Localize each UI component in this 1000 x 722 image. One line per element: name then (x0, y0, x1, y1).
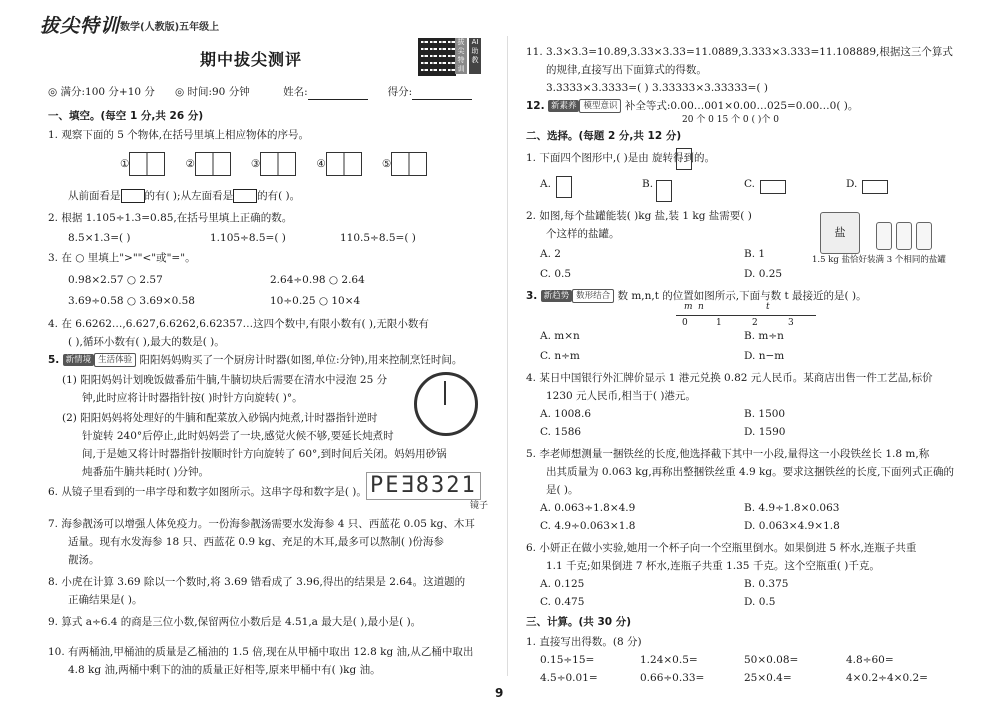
c5-opt-b[interactable]: B. 4.9÷1.8×0.063 (744, 502, 840, 514)
left-view-suffix: 的有( )。 (257, 190, 301, 202)
question-1-answer-line (68, 188, 300, 204)
q5-part-1-line-1: (1) 阳阳妈妈计划晚饭做番茄牛腩,牛腩切块后需要在清水中浸泡 25 分 (62, 374, 388, 386)
choice-6-line-1: 6. 小妍正在做小实验,她用一个杯子向一个空瓶里倒水。如果倒进 5 杯水,连瓶子共重 (526, 542, 917, 554)
question-4-line-2: ( ),循环小数有( ),最大的数是( )。 (68, 336, 225, 348)
c5-opt-d[interactable]: D. 0.063×4.9×1.8 (744, 520, 840, 532)
q3-item-2: 2.64÷0.98 ○ 2.64 (270, 274, 365, 286)
left-view-label: 的有( );从左面看是 (144, 190, 234, 202)
calc-row-1-item-3: 50×0.08= (744, 654, 799, 666)
q5-part-2-line-2: 针旋转 240°后停止,此时妈妈尝了一块,感觉火候不够,要延长炖煮时 (82, 430, 394, 442)
object-label-5: ⑤ (381, 158, 392, 170)
brand-logo: 拔尖特训 (40, 15, 121, 37)
choice-3 (526, 288, 867, 304)
c1-opt-b-shape-icon (656, 180, 672, 202)
tick-2: 2 (752, 318, 758, 328)
c2-opt-c[interactable]: C. 0.5 (540, 268, 572, 280)
choice-2-line-2: 个这样的盐罐。 (546, 228, 620, 240)
c1-opt-c-shape-icon (760, 180, 786, 194)
q5-number: 5. (48, 354, 60, 366)
question-11-line-3: 3.3333×3.3333=( ) 3.33333×3.33333=( ) (546, 82, 768, 94)
question-7-line-1: 7. 海参靓汤可以增强人体免疫力。一份海参靓汤需要水发海参 4 只、西蓝花 0.05 kg、木耳 (48, 518, 475, 530)
score-label: 得分: (387, 86, 413, 98)
salt-caption: 1.5 kg 盐恰好装满 3 个相同的盐罐 (812, 255, 946, 265)
q12-tag-new: 新素养 (548, 100, 580, 112)
object-2-icon (195, 152, 231, 176)
question-2: 2. 根据 1.105÷1.3=0.85,在括号里填上正确的数。 (48, 212, 293, 224)
salt-jar-icon (896, 222, 912, 250)
c4-opt-a[interactable]: A. 1008.6 (540, 408, 591, 420)
q3-item-4: 10÷0.25 ○ 10×4 (270, 295, 361, 307)
c3-opt-a[interactable]: A. m×n (540, 330, 580, 342)
c3-text: 数 m,n,t 的位置如图所示,下面与数 t 最接近的是( )。 (617, 290, 867, 302)
exam-time: ◎ 时间:90 分钟 (174, 86, 250, 98)
object-label-3: ③ (250, 158, 261, 170)
choice-1: 1. 下面四个图形中,( )是由 旋转得到的。 (526, 152, 716, 164)
calc-row-2-item-4: 4×0.2÷4×0.2= (846, 672, 928, 684)
name-field[interactable] (308, 87, 368, 100)
c3-opt-b[interactable]: B. m÷n (744, 330, 784, 342)
var-n: n (698, 302, 704, 312)
c2-opt-b[interactable]: B. 1 (744, 248, 766, 260)
question-7-line-2: 适量。现有水发海参 18 只、西蓝花 0.9 kg、充足的木耳,最多可以熬制( )份海参 (68, 536, 444, 548)
c3-opt-c[interactable]: C. n÷m (540, 350, 580, 362)
choice-4-line-2: 1230 元人民币,相当于( )港元。 (546, 390, 696, 402)
mirror-text: PEƎ8321 (366, 472, 481, 500)
c1-opt-c[interactable]: C. (744, 178, 755, 190)
c1-opt-d[interactable]: D. (846, 178, 858, 190)
salt-jar-icon (916, 222, 932, 250)
q3-item-1: 0.98×2.57 ○ 2.57 (68, 274, 163, 286)
section-3-title: 三、计算。(共 30 分) (526, 616, 632, 628)
calc-row-2-item-2: 0.66÷0.33= (640, 672, 705, 684)
qr-tag: 拔尖特训 (455, 38, 467, 74)
c1-opt-d-shape-icon (862, 180, 888, 194)
tick-0: 0 (682, 318, 688, 328)
c1-opt-a[interactable]: A. (540, 178, 551, 190)
subject-label: 数学(人教版)五年级上 (120, 22, 220, 33)
c4-opt-d[interactable]: D. 1590 (744, 426, 786, 438)
mirror-label: 镜子 (470, 501, 489, 511)
q2-item-2: 1.105÷8.5=( ) (210, 232, 286, 244)
q5-part-2-line-3: 间,于是她又将计时器指针按顺时针方向旋转了 60°,到时间后关闭。妈妈用砂锅 (82, 448, 447, 460)
question-10-line-1: 10. 有两桶油,甲桶油的质量是乙桶油的 1.5 倍,现在从甲桶中取出 12.8 kg 油,从乙桶中取出 (48, 646, 474, 658)
choice-5-line-1: 5. 李老师想测量一捆铁丝的长度,他选择截下其中一小段,量得这一小段铁丝长 1.8 m,称 (526, 448, 930, 460)
tick-1: 1 (716, 318, 722, 328)
q5-part-2-line-1: (2) 阳阳妈妈将处理好的牛腩和配菜放入砂锅内炖煮,计时器指针逆时 (62, 412, 378, 424)
number-line (676, 303, 816, 327)
question-1: 1. 观察下面的 5 个物体,在括号里填上相应物体的序号。 (48, 129, 310, 141)
section-2-title: 二、选择。(每题 2 分,共 12 分) (526, 130, 682, 142)
q5-tag-new: 新情境 (63, 354, 95, 366)
object-label-2: ② (185, 158, 195, 170)
c3-tag-new: 新趋势 (541, 290, 573, 302)
c3-tag-numshape: 数形结合 (572, 289, 614, 303)
question-5-head (48, 352, 462, 368)
question-8-line-1: 8. 小虎在计算 3.69 除以一个数时,将 3.69 错看成了 3.96,得出的结果是 2.64。这道题的 (48, 576, 466, 588)
question-8-line-2: 正确结果是( )。 (68, 594, 143, 606)
c1-opt-a-shape-icon (556, 176, 572, 198)
c1-opt-b[interactable]: B. (642, 178, 654, 190)
c4-opt-b[interactable]: B. 1500 (744, 408, 786, 420)
c4-opt-c[interactable]: C. 1586 (540, 426, 582, 438)
object-4-icon (326, 152, 362, 176)
question-12 (526, 98, 858, 114)
q3-item-3: 3.69÷0.58 ○ 3.69×0.58 (68, 295, 195, 307)
object-label-4: ④ (316, 158, 326, 170)
exam-meta (48, 84, 488, 100)
q5-tag-life: 生活体验 (94, 353, 136, 367)
name-label: 姓名: (283, 86, 308, 98)
front-view-label: 从前面看是 (68, 190, 121, 202)
q12-tag-model: 模型意识 (579, 99, 621, 113)
calc-row-1-item-4: 4.8÷60= (846, 654, 894, 666)
q12-text: 补全等式:0.00…001×0.00…025=0.00…0( )。 (624, 100, 859, 112)
salt-jar-icon (876, 222, 892, 250)
qr-code-icon (418, 38, 456, 76)
question-10-line-2: 4.8 kg 油,两桶中剩下的油的质量正好相等,原来甲桶中有( )kg 油。 (68, 664, 381, 676)
reference-shape-icon (676, 148, 692, 170)
choice-4-line-1: 4. 某日中国银行外汇牌价显示 1 港元兑换 0.82 元人民币。某商店出售一件工艺品,标价 (526, 372, 933, 384)
ai-tag: AI助教 (469, 38, 481, 74)
question-11-line-1: 11. 3.3×3.3=10.89,3.33×3.33=11.0889,3.333×3.333=11.108889,根据这三个算式 (526, 46, 953, 58)
kitchen-timer-icon (414, 372, 478, 436)
page-title: 期中拔尖测评 (200, 50, 303, 69)
c6-opt-a[interactable]: A. 0.125 (540, 578, 585, 590)
object-label-1: ① (120, 158, 130, 170)
calc-row-1-item-2: 1.24×0.5= (640, 654, 698, 666)
var-m: m (684, 302, 693, 312)
var-t: t (766, 302, 770, 312)
objects-row (120, 152, 427, 176)
q2-item-1: 8.5×1.3=( ) (68, 232, 131, 244)
object-5-icon (391, 152, 427, 176)
salt-bag-icon: 盐 (820, 212, 860, 254)
page-number: 9 (495, 686, 504, 700)
question-11-line-2: 的规律,直接写出下面算式的得数。 (546, 64, 707, 76)
question-9: 9. 算式 a÷6.4 的商是三位小数,保留两位小数后是 4.51,a 最大是( ),最小是( )。 (48, 616, 422, 628)
number-line-axis (676, 315, 816, 316)
calc-row-2-item-3: 25×0.4= (744, 672, 792, 684)
question-4-line-1: 4. 在 6.6262…,6.627,6.6262,6.62357…这四个数中,有限小数有( ),无限小数有 (48, 318, 429, 330)
object-3-icon (260, 152, 296, 176)
c3-number: 3. (526, 290, 538, 302)
choice-2-line-1: 2. 如图,每个盐罐能装( )kg 盐,装 1 kg 盐需要( ) (526, 210, 752, 222)
c2-opt-d[interactable]: D. 0.25 (744, 268, 783, 280)
q12-number: 12. (526, 100, 545, 112)
score-field[interactable] (412, 87, 472, 100)
c5-opt-c[interactable]: C. 4.9÷0.063×1.8 (540, 520, 636, 532)
c2-opt-a[interactable]: A. 2 (540, 248, 561, 260)
left-view-icon (233, 189, 257, 203)
c5-opt-a[interactable]: A. 0.063÷1.8×4.9 (540, 502, 636, 514)
c3-opt-d[interactable]: D. n−m (744, 350, 785, 362)
q5-part-1-line-2: 钟,此时应将计时器指针按( )时针方向旋转( )°。 (82, 392, 303, 404)
calc-1: 1. 直接写出得数。(8 分) (526, 636, 642, 648)
column-divider (507, 36, 508, 676)
c6-opt-c[interactable]: C. 0.475 (540, 596, 585, 608)
section-1-title: 一、填空。(每空 1 分,共 26 分) (48, 110, 204, 122)
tick-3: 3 (788, 318, 794, 328)
object-1-icon (129, 152, 165, 176)
question-3: 3. 在 ○ 里填上">""<"或"="。 (48, 252, 196, 264)
calc-row-2-item-1: 4.5÷0.01= (540, 672, 598, 684)
c6-opt-b[interactable]: B. 0.375 (744, 578, 789, 590)
calc-row-1-item-1: 0.15÷15= (540, 654, 595, 666)
question-6: 6. 从镜子里看到的一串字母和数字如图所示。这串字母和数字是( )。 (48, 486, 367, 498)
choice-6-line-2: 1.1 千克;如果倒进 7 杯水,连瓶子共重 1.35 千克。这个空瓶重( )千克。 (546, 560, 880, 572)
question-7-line-3: 靓汤。 (68, 554, 100, 566)
choice-5-line-3: 是( )。 (546, 484, 579, 496)
choice-5-line-2: 出其质量为 0.063 kg,再称出整捆铁丝重 4.9 kg。要求这捆铁丝的长度,下面列式正确的 (546, 466, 954, 478)
full-score: ◎ 满分:100 分+10 分 (48, 86, 155, 98)
q12-subscript: 20 个 0 15 个 0 ( )个 0 (682, 115, 779, 125)
q5-part-2-line-4: 炖番茄牛腩共耗时( )分钟。 (82, 466, 210, 478)
q5-text: 阳阳妈妈购买了一个厨房计时器(如图,单位:分钟),用来控制烹饪时间。 (139, 354, 463, 366)
q2-item-3: 110.5÷8.5=( ) (340, 232, 416, 244)
c6-opt-d[interactable]: D. 0.5 (744, 596, 776, 608)
front-view-icon (121, 189, 145, 203)
